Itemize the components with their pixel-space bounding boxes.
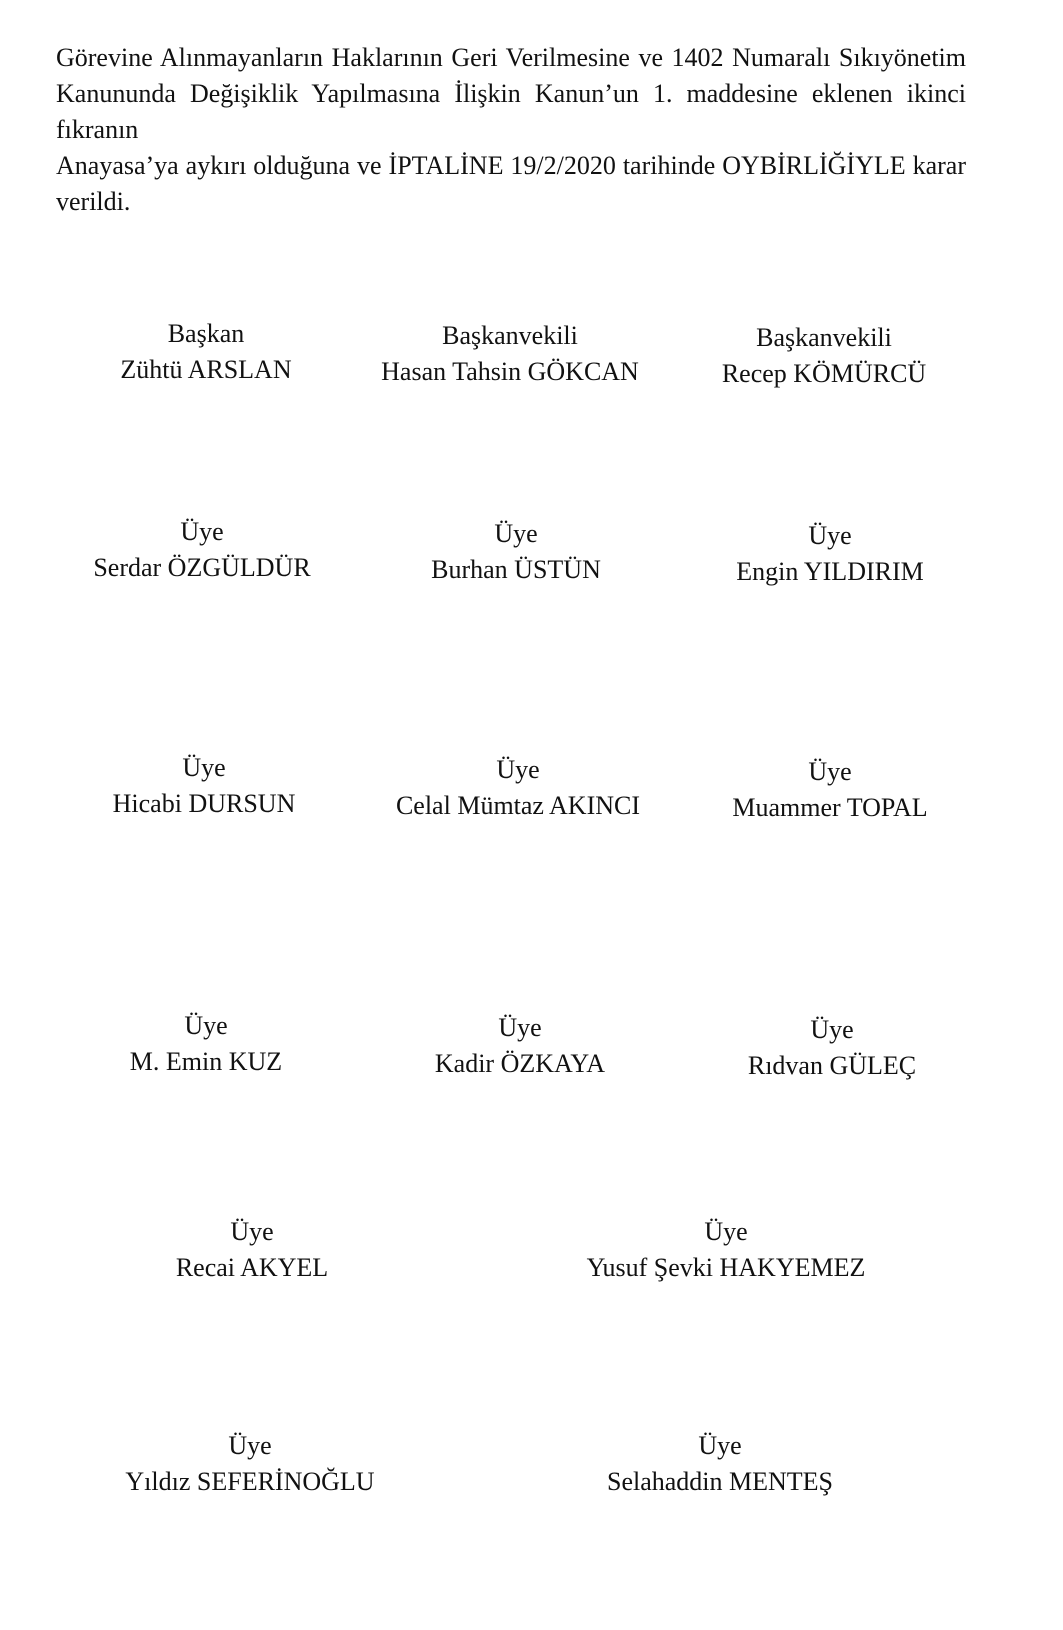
signatory-role: Üye <box>704 1217 748 1246</box>
signatory-name: Rıdvan GÜLEÇ <box>747 1051 917 1080</box>
signature-block-member <box>22 514 382 586</box>
signature-block-member <box>338 752 698 824</box>
signatory-role: Üye <box>180 517 224 546</box>
signature-block-member <box>26 1008 386 1080</box>
signatory-role: Üye <box>228 1431 272 1460</box>
signatory-name: Serdar ÖZGÜLDÜR <box>93 553 311 582</box>
signatory-name: Hasan Tahsin GÖKCAN <box>381 357 639 386</box>
decision-paragraph <box>56 40 966 220</box>
decision-line: Anayasa’ya aykırı olduğuna ve İPTALİNE 19/2/2020 tarihinde OYBİRLİĞİYLE karar <box>56 151 966 180</box>
signatory-role: Üye <box>184 1011 228 1040</box>
signatory-role: Üye <box>182 753 226 782</box>
signature-block-member <box>540 1428 900 1500</box>
signatory-name: Yıldız SEFERİNOĞLU <box>125 1467 375 1496</box>
signatory-name: Recai AKYEL <box>175 1253 329 1282</box>
signatory-role: Üye <box>698 1431 742 1460</box>
signatory-role: Üye <box>810 1015 854 1044</box>
signatory-name: Engin YILDIRIM <box>736 557 924 586</box>
signatory-name: Hicabi DURSUN <box>112 789 296 818</box>
signatory-role: Başkanvekili <box>442 321 578 350</box>
signatory-name: Recep KÖMÜRCÜ <box>721 359 927 388</box>
signature-block-vice-president <box>644 320 1004 392</box>
decision-line: Görevine Alınmayanların Haklarının Geri Verilmesine ve 1402 Numaralı Sıkıyönetim <box>56 43 966 72</box>
signatory-name: Selahaddin MENTEŞ <box>606 1467 834 1496</box>
signatory-role: Üye <box>230 1217 274 1246</box>
signatory-role: Üye <box>808 521 852 550</box>
signatory-role: Üye <box>498 1013 542 1042</box>
signature-block-member <box>650 754 1010 826</box>
signature-block-member <box>650 518 1010 590</box>
signature-block-member <box>546 1214 906 1286</box>
signatory-role: Üye <box>808 757 852 786</box>
signatory-name: Celal Mümtaz AKINCI <box>395 791 641 820</box>
signature-block-member <box>70 1428 430 1500</box>
signature-block-member <box>652 1012 1012 1084</box>
signatory-name: Kadir ÖZKAYA <box>434 1049 606 1078</box>
signatory-role: Üye <box>494 519 538 548</box>
decision-line: verildi. <box>56 187 131 216</box>
signatory-role: Başkanvekili <box>756 323 892 352</box>
signatory-name: M. Emin KUZ <box>129 1047 283 1076</box>
signature-block-member <box>24 750 384 822</box>
signatory-name: Muammer TOPAL <box>732 793 928 822</box>
signatory-name: Burhan ÜSTÜN <box>431 555 601 584</box>
signature-block-member <box>336 516 696 588</box>
signature-block-vice-president <box>330 318 690 390</box>
signatory-role: Başkan <box>167 319 245 348</box>
signature-block-member <box>340 1010 700 1082</box>
signature-block-member <box>72 1214 432 1286</box>
signatory-role: Üye <box>496 755 540 784</box>
decision-line: Kanununda Değişiklik Yapılmasına İlişkin Kanun’un 1. maddesine eklenen ikinci fıkranın <box>56 79 966 144</box>
signatory-name: Zühtü ARSLAN <box>120 355 292 384</box>
signatory-name: Yusuf Şevki HAKYEMEZ <box>586 1253 866 1282</box>
